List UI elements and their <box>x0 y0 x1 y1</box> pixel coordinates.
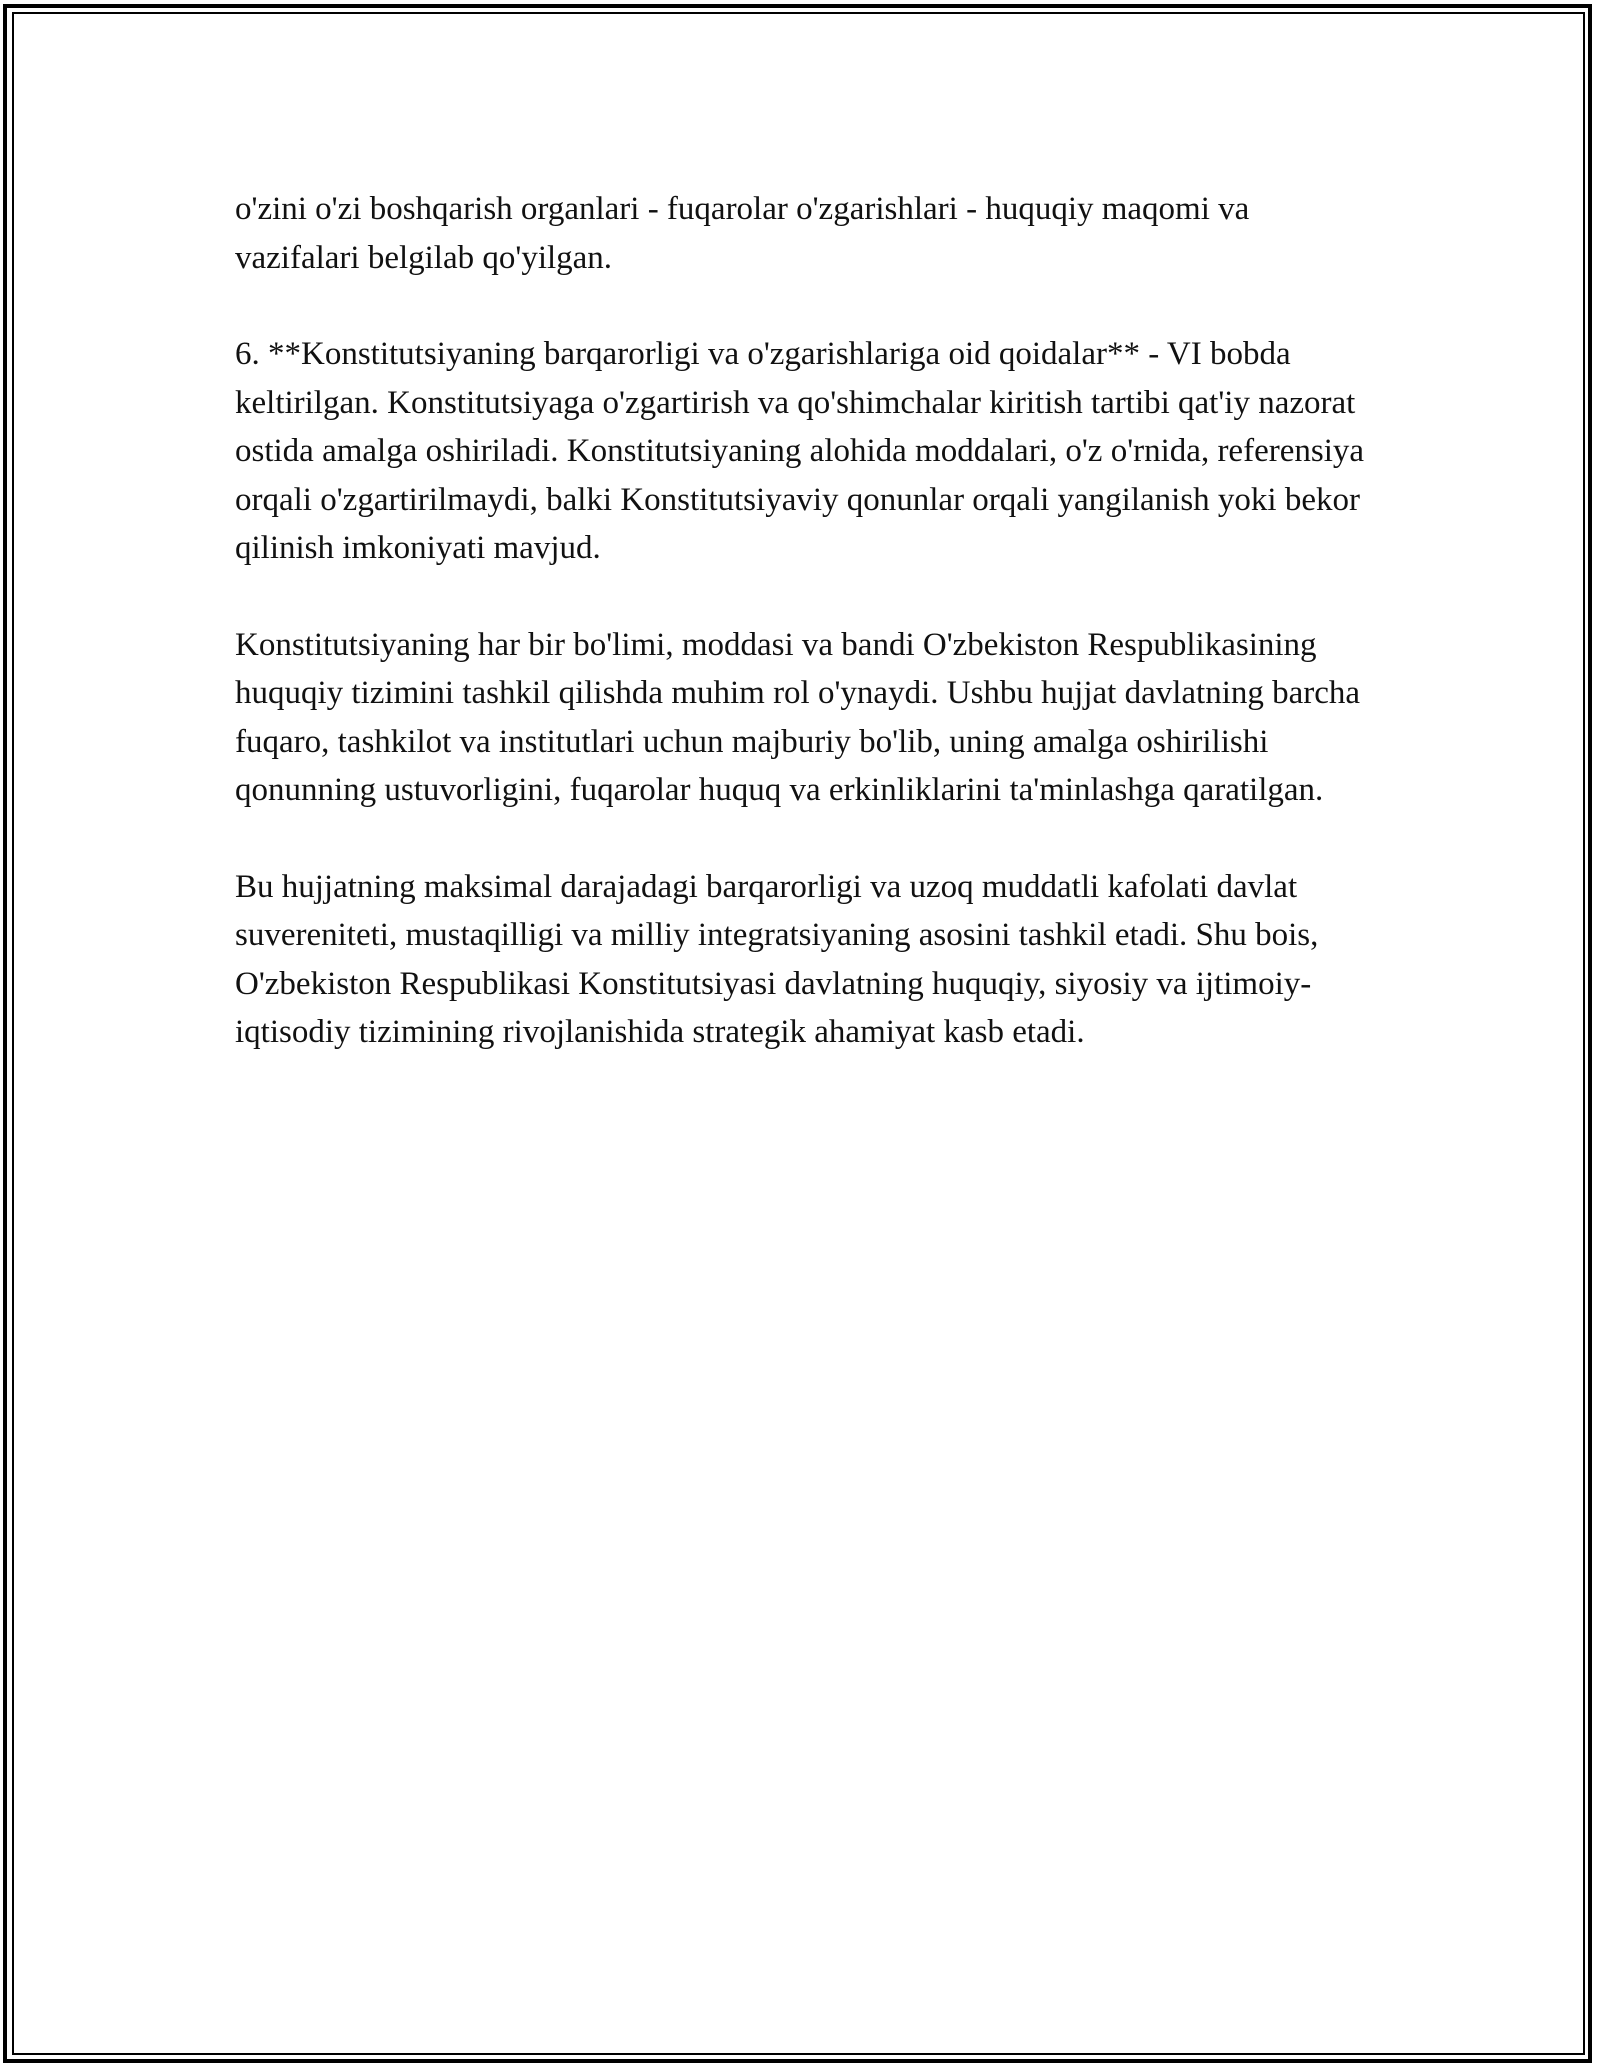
paragraph-1: o'zini o'zi boshqarish organlari - fuqarolar o'zgarishlari - huquqiy maqomi va vazifalari belgilab qo'yilgan. <box>235 191 1250 276</box>
paragraph-4: Bu hujjatning maksimal darajadagi barqarorligi va uzoq muddatli kafolati davlat suvereniteti, mustaqilligi va milliy integratsiyaning asosini tashkil etadi. Shu bois, O'zbekiston Respublikasi Konstitutsiyasi davlatning huquqiy, siyosiy va ijtimoiy-iqtisodiy tizimining rivojlanishida strategik ahamiyat kasb etadi. <box>235 868 1319 1050</box>
paragraph-2: 6. **Konstitutsiyaning barqarorligi va o'zgarishlariga oid qoidalar** - VI bobda keltirilgan. Konstitutsiyaga o'zgartirish va qo'shimchalar kiritish tartibi qat'iy nazorat ostida amalga oshiriladi. Konstitutsiyaning alohida moddalari, o'z o'rnida, referensiya orqali o'zgartirilmaydi, balki Konstitutsiyaviy qonunlar orqali yangilanish yoki bekor qilinish imkoniyati mavjud. <box>235 336 1365 566</box>
document-body <box>235 185 1375 1105</box>
paragraph-3: Konstitutsiyaning har bir bo'limi, moddasi va bandi O'zbekiston Respublikasining huquqiy tizimini tashkil qilishda muhim rol o'ynaydi. Ushbu hujjat davlatning barcha fuqaro, tashkilot va institutlari uchun majburiy bo'lib, uning amalga oshirilishi qonunning ustuvorligini, fuqarolar huquq va erkinliklarini ta'minlashga qaratilgan. <box>235 626 1361 808</box>
